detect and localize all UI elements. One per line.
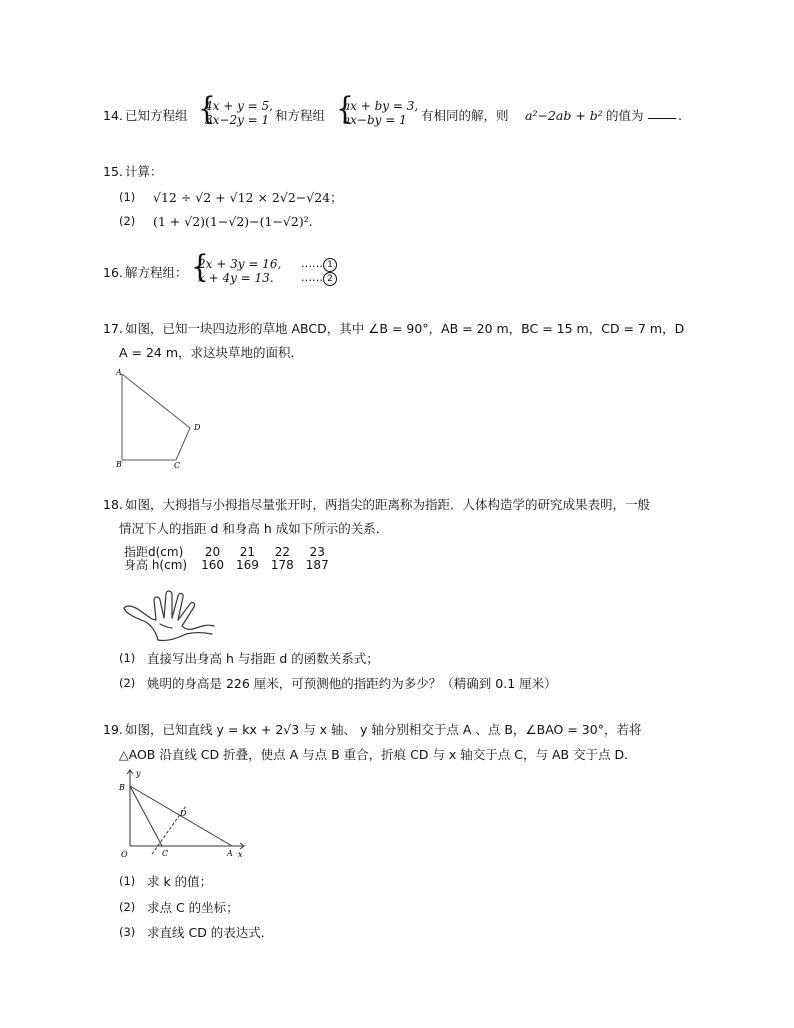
q16-line1: 2x + 3y = 16, (198, 257, 282, 271)
q18-item-2-text: 姚明的身高是 226 厘米，可预测他的指距约为多少？（精确到 0.1 厘米） (147, 676, 557, 691)
q19-label-y: y (136, 769, 141, 778)
q15-item-1-label: (1) (119, 190, 136, 204)
hand-illustration (120, 588, 218, 646)
q19-label-c: C (162, 849, 169, 858)
q15-number: 15. (103, 164, 123, 179)
q18-row2-head: 身高 h(cm) (124, 558, 188, 572)
q18-data-table (124, 546, 335, 572)
q14-suffix1: 有相同的解，则 (421, 108, 509, 123)
q15-item-1-expr: √12 ÷ √2 + √12 × 2√2−√24； (153, 190, 343, 205)
q18-item-1-label: (1) (119, 651, 136, 665)
q18-number: 18. (103, 497, 123, 512)
table-cell: 187 (305, 558, 329, 572)
q19-label-a: A (227, 849, 233, 858)
q14-expression: a²−2ab + b² (525, 108, 603, 123)
table-cell: 23 (309, 545, 325, 559)
q17-label-d: D (194, 423, 201, 432)
q17-line2: A = 24 m，求这块草地的面积． (119, 345, 304, 360)
q14-suffix2: 的值为 (606, 108, 644, 123)
table-cell: 178 (270, 558, 294, 572)
q14-prefix: 已知方程组 (125, 108, 188, 123)
q17-quadrilateral-figure (112, 366, 212, 470)
q19-item-1-label: (1) (119, 874, 136, 888)
table-row (124, 559, 335, 572)
q14-number: 14. (103, 108, 123, 123)
q17-label-c: C (174, 461, 181, 470)
q19-item-2-text: 求点 C 的坐标； (147, 900, 239, 915)
q19-item-2-label: (2) (119, 900, 136, 914)
q14-sys1-line2: 3x−2y = 1 (205, 113, 270, 127)
q18-row1-head: 指距d(cm) (124, 545, 184, 559)
q19-item-1-text: 求 k 的值； (147, 874, 213, 889)
table-cell: 160 (201, 558, 224, 572)
q19-line1: 如图，已知直线 y = kx + 2√3 与 x 轴、 y 轴分别相交于点 A 、点 B，∠BAO = 30°，若将 (125, 722, 642, 737)
table-cell: 20 (204, 545, 221, 559)
q18-item-1-text: 直接写出身高 h 与指距 d 的函数关系式； (147, 651, 379, 666)
table-cell: 21 (239, 545, 256, 559)
q15-item-2-expr: (1 + √2)(1−√2)−(1−√2)². (153, 214, 313, 229)
q19-label-x: x (238, 850, 243, 859)
q19-line2: △AOB 沿直线 CD 折叠，使点 A 与点 B 重合，折痕 CD 与 x 轴交于点 C，与 AB 交于点 D． (119, 747, 637, 762)
q19-label-d: D (180, 809, 187, 818)
q14-sys2-line2: ax−by = 1 (343, 113, 407, 127)
q16-equation-mark-1: …… 1 (301, 257, 337, 272)
q17-label-b: B (116, 460, 122, 469)
table-cell: 169 (235, 558, 259, 572)
q15-item-2-label: (2) (119, 214, 136, 228)
q16-number: 16. (103, 265, 123, 280)
q16-line2: x + 4y = 13. (198, 271, 274, 285)
q19-label-b: B (119, 783, 125, 792)
q19-item-3-text: 求直线 CD 的表达式． (147, 925, 274, 940)
q18-line1: 如图，大拇指与小拇指尽量张开时，两指尖的距离称为指距．人体构造学的研究成果表明，一般 (125, 497, 651, 512)
q19-number: 19. (103, 722, 123, 737)
q17-number: 17. (103, 321, 123, 336)
q14-sys2-line1: ax + by = 3, (343, 99, 419, 113)
q14-answer-blank (648, 108, 676, 119)
q14-sys1-line1: 4x + y = 5, (205, 99, 273, 113)
table-cell: 22 (274, 545, 290, 559)
q16-title: 解方程组： (125, 265, 188, 280)
q18-line2: 情况下人的指距 d 和身高 h 成如下所示的关系． (119, 521, 389, 536)
q14-middle: 和方程组 (275, 108, 326, 123)
q18-item-2-label: (2) (119, 676, 136, 690)
q14-end: . (678, 108, 682, 123)
q15-title: 计算： (125, 164, 163, 179)
q19-label-o: O (121, 850, 128, 859)
q19-coordinate-figure (112, 766, 252, 860)
q19-item-3-label: (3) (119, 925, 136, 939)
q17-line1: 如图，已知一块四边形的草地 ABCD，其中 ∠B = 90°，AB = 20 m，BC = 15 m，CD = 7 m，D (125, 321, 685, 336)
q17-label-a: A (116, 368, 122, 377)
q16-equation-mark-2: …… 2 (301, 271, 337, 286)
